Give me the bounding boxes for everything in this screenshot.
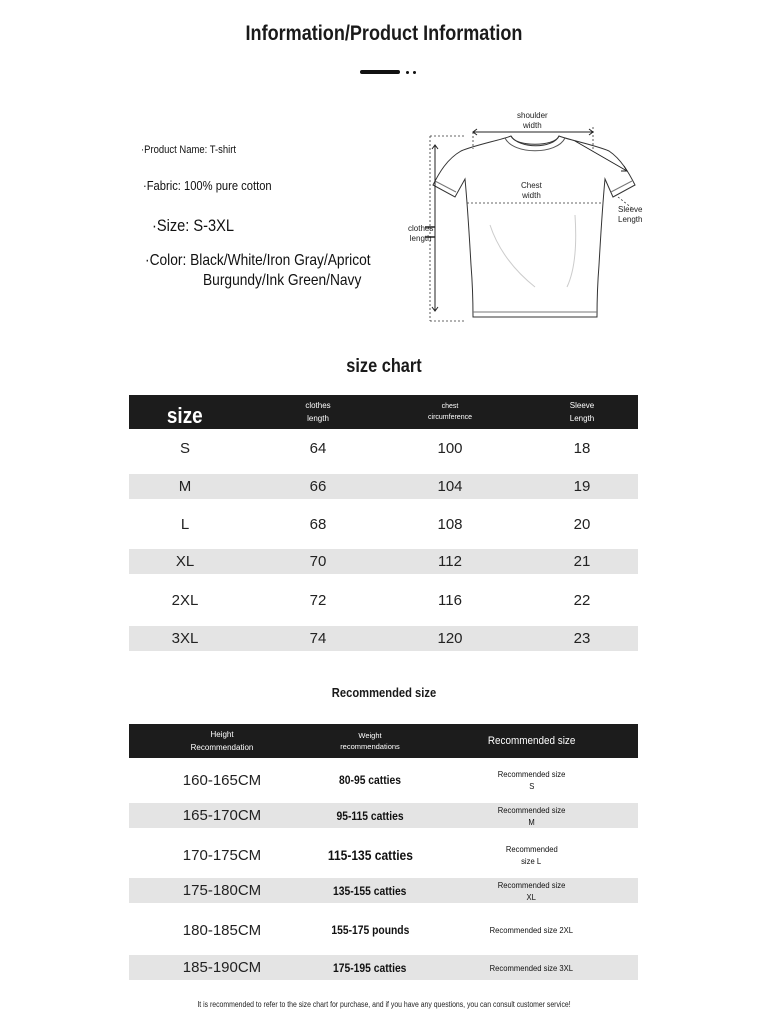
cell-weight	[315, 841, 425, 869]
header-chest	[385, 395, 515, 429]
cell-sleeve: 23	[573, 630, 591, 647]
cell-sleeve: 22	[573, 591, 591, 609]
cell-weight	[315, 916, 425, 944]
table-row	[129, 916, 638, 944]
header-height-line1: Height	[210, 730, 234, 739]
cell-height: 180-185CM	[182, 921, 262, 939]
cell-size: 3XL	[171, 630, 199, 647]
cell-weight	[315, 766, 425, 794]
header-sleeve-line2: Length	[569, 414, 595, 423]
cell-weight-text: 95-115 catties	[336, 808, 404, 823]
cell-sleeve: 19	[573, 478, 591, 495]
size-chart-header	[129, 395, 638, 429]
length-label-line2: length	[409, 234, 432, 243]
header-size	[129, 395, 241, 429]
table-row	[129, 878, 638, 903]
cell-sleeve: 20	[573, 515, 591, 533]
cell-weight-text: 155-175 pounds	[330, 923, 409, 937]
cell-sleeve: 21	[573, 553, 591, 570]
header-weight-line1: Weight	[358, 731, 382, 740]
product-colors-line2: Burgundy/Ink Green/Navy	[203, 272, 362, 289]
chest-label-line1: Chest	[521, 181, 542, 190]
cell-recommended-line1: Recommended size	[497, 769, 566, 779]
header-chest-line1: chest	[441, 403, 459, 410]
diagram-label-length	[408, 224, 433, 244]
header-chest-line2: circumference	[428, 414, 472, 421]
diagram-label-shoulder	[517, 111, 548, 131]
shoulder-label-line1: shoulder	[517, 111, 548, 120]
recommended-size-title: Recommended size	[331, 685, 437, 700]
cell-recommended-line2: size L	[521, 856, 542, 866]
cell-recommended-line1: Recommended size	[497, 879, 566, 890]
cell-recommended-line1: Recommended size	[497, 804, 566, 815]
cell-recommended-line2: S	[528, 781, 535, 791]
diagram-label-chest	[521, 181, 542, 201]
cell-recommended-line1: Recommended size 2XL	[489, 925, 574, 935]
cell-size: M	[178, 478, 192, 495]
table-row	[129, 955, 638, 980]
header-height-line2: Recommendation	[190, 743, 254, 752]
cell-height: 160-165CM	[182, 771, 262, 789]
cell-height: 185-190CM	[182, 959, 262, 976]
size-chart-title: size chart	[346, 356, 422, 377]
cell-recommended	[425, 916, 638, 944]
cell-weight-text: 80-95 catties	[339, 773, 401, 787]
cell-length: 66	[309, 478, 327, 495]
length-label-line1: clothes	[408, 224, 434, 233]
cell-chest: 116	[438, 591, 462, 609]
cell-height: 165-170CM	[182, 807, 262, 824]
cell-chest: 104	[437, 478, 463, 495]
divider-bar	[360, 70, 400, 74]
header-weight	[315, 724, 425, 758]
cell-length: 70	[309, 553, 327, 570]
cell-weight	[315, 803, 425, 828]
table-row	[129, 511, 638, 537]
shoulder-label-line2: width	[523, 121, 542, 130]
cell-recommended	[425, 766, 638, 794]
diagram-label-sleeve	[618, 205, 642, 225]
cell-chest: 108	[437, 515, 463, 533]
divider-dot	[413, 71, 416, 74]
cell-length: 72	[309, 591, 327, 609]
cell-chest: 120	[437, 630, 463, 647]
header-sleeve-line1: Sleeve	[569, 401, 595, 410]
cell-chest: 112	[438, 553, 462, 570]
header-length-line2: length	[307, 414, 329, 423]
cell-recommended-line1: Recommended	[505, 844, 558, 854]
tshirt-outline-icon	[405, 105, 645, 330]
cell-length: 64	[309, 439, 327, 457]
product-colors-line1: ·Color: Black/White/Iron Gray/Apricot	[145, 252, 371, 269]
cell-weight	[315, 955, 425, 980]
recommend-header	[129, 724, 638, 758]
table-row	[129, 587, 638, 613]
table-row	[129, 803, 638, 828]
product-fabric: ·Fabric: 100% pure cotton	[143, 178, 272, 193]
header-sleeve	[515, 395, 649, 429]
divider-dot	[406, 71, 409, 74]
product-name: ·Product Name: T-shirt	[141, 144, 236, 156]
header-recommended	[425, 724, 638, 758]
sleeve-label-line1: Sleeve	[618, 205, 643, 214]
page-title: Information/Product Information	[245, 22, 523, 45]
header-length	[251, 395, 385, 429]
sleeve-label-line2: Length	[618, 215, 643, 224]
cell-length: 68	[309, 515, 327, 533]
cell-length: 74	[309, 630, 327, 647]
cell-sleeve: 18	[573, 439, 591, 457]
header-size-label: size	[167, 403, 203, 428]
cell-recommended-line2: M	[528, 816, 535, 827]
chest-label-line2: width	[522, 191, 541, 200]
header-height	[129, 724, 315, 758]
cell-size: XL	[175, 553, 195, 570]
table-row	[129, 435, 638, 461]
cell-recommended	[425, 878, 638, 903]
product-size-range: ·Size: S-3XL	[152, 216, 235, 235]
header-recommended-label: Recommended size	[487, 735, 576, 747]
table-row	[129, 766, 638, 794]
cell-weight-text: 135-155 catties	[333, 883, 407, 898]
table-row	[129, 626, 638, 651]
cell-weight-text: 115-135 catties	[327, 847, 413, 863]
header-weight-line2: recommendations	[340, 742, 400, 751]
cell-recommended-line2: XL	[526, 891, 537, 902]
cell-recommended-line1: Recommended size 3XL	[489, 962, 574, 973]
cell-size: 2XL	[171, 591, 199, 609]
cell-recommended	[425, 803, 638, 828]
cell-size: S	[179, 439, 190, 457]
table-row	[129, 841, 638, 869]
tshirt-measurement-diagram	[405, 105, 645, 330]
table-row	[129, 474, 638, 499]
footer-note: It is recommended to refer to the size chart for purchase, and if you have any questions, you can consult customer service!	[197, 1000, 571, 1009]
cell-size: L	[180, 515, 190, 533]
cell-recommended	[425, 955, 638, 980]
table-row	[129, 549, 638, 574]
cell-height: 170-175CM	[182, 846, 262, 864]
cell-height: 175-180CM	[182, 882, 262, 899]
cell-recommended	[425, 841, 638, 869]
cell-weight-text: 175-195 catties	[333, 960, 407, 975]
header-length-line1: clothes	[305, 401, 331, 410]
cell-chest: 100	[437, 439, 463, 457]
cell-weight	[315, 878, 425, 903]
